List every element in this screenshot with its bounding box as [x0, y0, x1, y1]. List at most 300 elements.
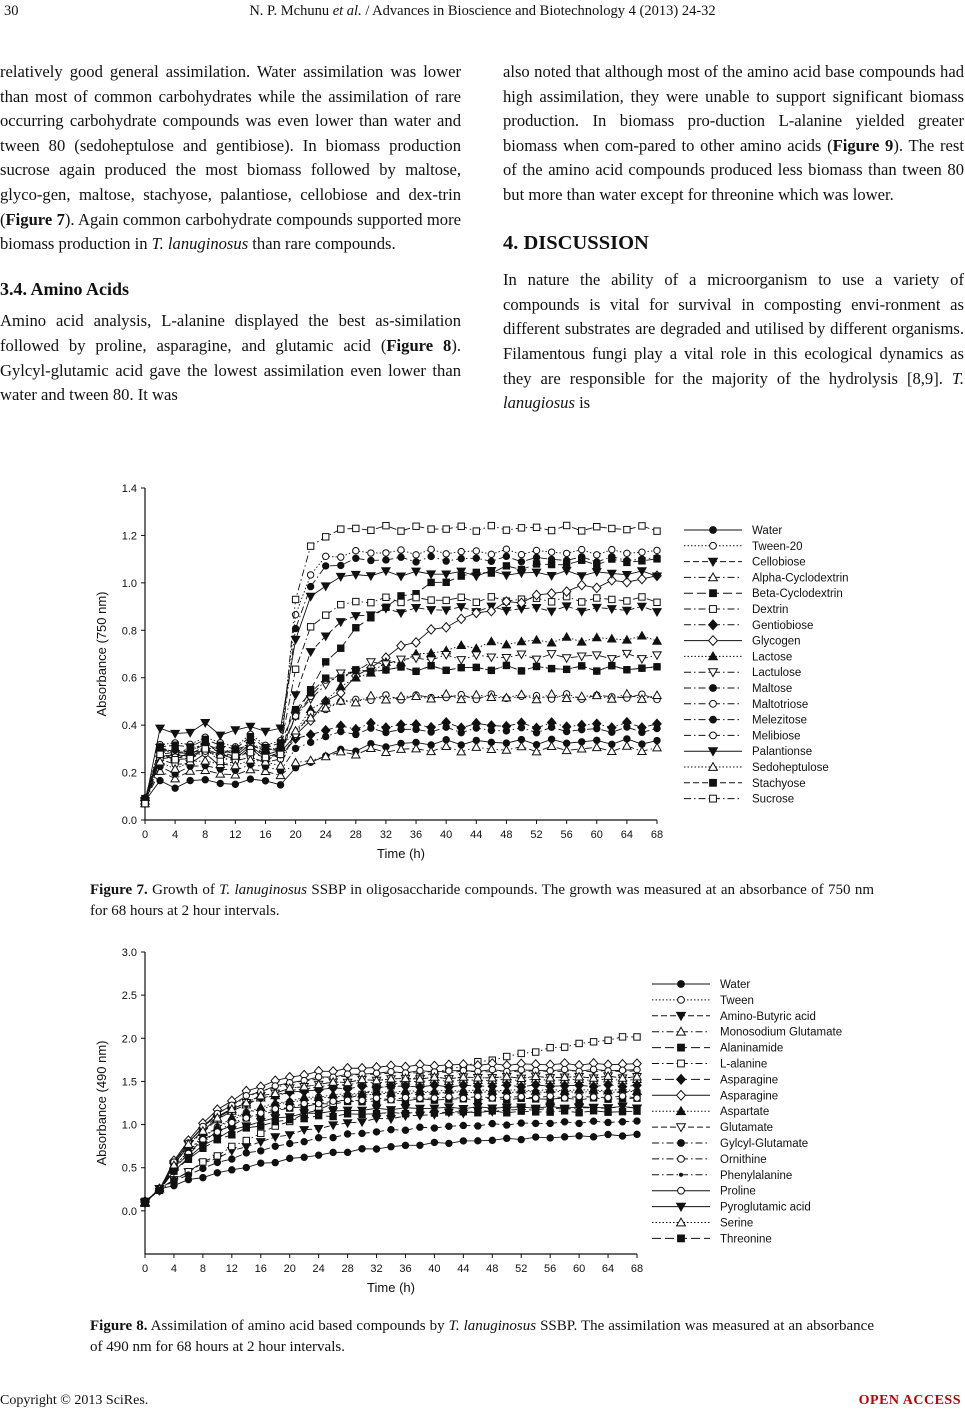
data-point	[315, 1074, 321, 1080]
data-point	[201, 720, 209, 727]
data-point	[563, 522, 569, 528]
legend-label: Water	[752, 525, 783, 537]
data-point	[286, 1132, 294, 1139]
data-point	[344, 1149, 350, 1155]
data-point	[576, 1040, 582, 1046]
data-point	[272, 1159, 278, 1165]
data-point	[200, 1159, 206, 1165]
data-point	[200, 1145, 206, 1151]
x-tick-label: 52	[515, 1263, 528, 1275]
data-point	[272, 1118, 278, 1124]
data-point	[473, 725, 479, 731]
data-point	[307, 624, 313, 630]
x-tick-label: 24	[319, 829, 332, 841]
data-point	[547, 589, 555, 598]
data-point	[262, 778, 268, 784]
data-point	[473, 599, 479, 605]
data-point	[323, 534, 329, 540]
x-tick-label: 28	[349, 829, 362, 841]
data-point	[547, 1044, 553, 1050]
data-point	[654, 599, 660, 605]
y-tick-label: 0.0	[121, 815, 137, 827]
data-point	[398, 599, 404, 605]
x-tick-label: 60	[590, 829, 603, 841]
data-point	[229, 1132, 235, 1138]
data-point	[639, 594, 645, 600]
data-point	[533, 730, 539, 736]
data-point	[547, 608, 555, 615]
data-point	[428, 597, 434, 603]
data-point	[322, 583, 330, 590]
data-point	[533, 1134, 539, 1140]
data-point	[653, 652, 661, 659]
legend-label: Beta-Cyclodextrin	[752, 588, 843, 601]
data-point	[398, 554, 404, 560]
data-point	[243, 1150, 249, 1156]
data-point	[472, 644, 480, 651]
data-point	[677, 1012, 686, 1020]
data-point	[330, 1134, 336, 1140]
data-point	[292, 745, 298, 751]
data-point	[473, 548, 479, 554]
data-point	[277, 782, 283, 788]
data-point	[397, 641, 405, 650]
data-point	[654, 554, 660, 560]
data-point	[157, 751, 163, 757]
data-point	[562, 633, 570, 640]
x-tick-label: 32	[379, 829, 393, 841]
figure-7-chart	[90, 478, 880, 875]
data-point	[576, 1120, 582, 1126]
data-point	[518, 724, 524, 730]
data-point	[330, 1098, 336, 1104]
data-point	[710, 795, 717, 802]
data-point	[619, 1108, 625, 1114]
y-tick-label: 1.0	[121, 577, 137, 590]
data-point	[609, 596, 615, 602]
data-point	[323, 659, 329, 665]
x-tick-label: 36	[399, 1263, 412, 1275]
data-point	[352, 613, 360, 620]
data-point	[306, 593, 314, 600]
data-point	[446, 1109, 452, 1115]
data-point	[229, 1156, 235, 1162]
data-point	[383, 522, 389, 528]
data-point	[563, 728, 569, 734]
data-point	[503, 563, 509, 569]
data-point	[398, 593, 404, 599]
data-point	[344, 1111, 350, 1117]
data-point	[428, 553, 434, 559]
data-point	[368, 550, 374, 556]
data-point	[413, 523, 419, 529]
data-point	[653, 609, 661, 616]
data-point	[300, 1093, 308, 1100]
data-point	[272, 1106, 278, 1112]
data-point	[402, 1094, 408, 1100]
data-point	[548, 549, 554, 555]
x-tick-label: 16	[254, 1263, 267, 1275]
data-point	[202, 777, 208, 783]
data-point	[306, 756, 314, 763]
data-point	[561, 1134, 567, 1140]
legend-label: Alpha-Cyclodextrin	[752, 572, 849, 585]
paragraph: relatively good general assimilation. Water assimilation was lower than most of common carbohydrates while the assimilation of rare occurring carbohydrate compounds was even lower than water and tween 80 (sedoheptulose and gentibiose). In biomass production sucrose again produced the most biomass followed by maltose, glyco-gen, maltose, stachyose, palantiose, cellobiose and dex-trin (Figure 7). Again common carbohydrate compounds supported more biomass production in T. lanuginosus than rare compounds.	[0, 62, 461, 254]
data-point	[373, 1129, 379, 1135]
data-point	[201, 757, 209, 764]
data-point	[563, 557, 569, 563]
data-point	[460, 1122, 466, 1128]
data-point	[387, 1116, 395, 1123]
data-point	[172, 785, 178, 791]
chart-figure-7	[90, 478, 880, 870]
legend-label: Melibiose	[752, 730, 801, 743]
data-point	[578, 653, 586, 660]
data-point	[473, 528, 479, 534]
data-point	[547, 690, 555, 697]
x-tick-label: 0	[141, 1263, 149, 1275]
data-point	[475, 1110, 481, 1116]
data-point	[417, 1142, 423, 1148]
data-point	[277, 751, 283, 757]
data-point	[367, 692, 375, 699]
y-tick-label: 0.6	[121, 672, 137, 685]
data-point	[323, 675, 329, 681]
data-point	[504, 1094, 510, 1100]
data-point	[431, 1095, 437, 1101]
data-point	[368, 599, 374, 605]
data-point	[156, 1187, 162, 1193]
data-point	[533, 524, 539, 530]
x-tick-label: 36	[409, 829, 423, 841]
data-point	[353, 667, 359, 673]
data-point	[202, 736, 208, 742]
data-point	[382, 568, 390, 575]
data-point	[624, 557, 630, 563]
data-point	[473, 555, 479, 561]
x-tick-label: 56	[544, 1263, 557, 1275]
data-point	[368, 725, 374, 731]
data-point	[518, 551, 524, 557]
data-point	[292, 666, 298, 672]
x-tick-label: 8	[199, 1263, 206, 1275]
chart-figure-8	[90, 942, 880, 1304]
data-point	[678, 1044, 685, 1051]
data-point	[442, 623, 450, 632]
data-point	[458, 664, 464, 670]
data-point	[217, 780, 223, 786]
data-point	[504, 1122, 510, 1128]
data-point	[518, 559, 524, 565]
data-point	[427, 571, 435, 578]
data-point	[678, 997, 685, 1004]
legend-label: Amino-Butyric acid	[720, 1010, 816, 1023]
data-point	[488, 551, 494, 557]
section-heading: 4. DISCUSSION	[503, 231, 649, 254]
data-point	[229, 1119, 235, 1125]
data-point	[503, 527, 509, 533]
data-point	[475, 1093, 481, 1099]
data-point	[639, 729, 645, 735]
x-tick-label: 68	[650, 829, 664, 841]
data-point	[594, 595, 600, 601]
data-point	[547, 1135, 553, 1141]
data-point	[417, 1124, 423, 1130]
data-point	[619, 1067, 625, 1073]
legend-label: Proline	[720, 1185, 756, 1198]
legend-label: Cellobiose	[752, 556, 806, 569]
data-point	[402, 1127, 408, 1133]
data-point	[563, 550, 569, 556]
data-point	[623, 572, 631, 579]
data-point	[654, 528, 660, 534]
paragraph: In nature the ability of a microorganism to use a variety of compounds is vital for survival in composting envi-ronment as different substrates are degraded and utilised by different organisms. Filamentous fungi play a vital role in this ecological dynamics as they are responsible for the majority of the hydrolysis [8,9]. T. lanugiosus is	[503, 270, 964, 413]
data-point	[323, 553, 329, 559]
data-point	[398, 664, 404, 670]
data-point	[561, 1119, 567, 1125]
data-point	[229, 1167, 235, 1173]
data-point	[653, 637, 661, 644]
data-point	[609, 729, 615, 735]
data-point	[353, 555, 359, 561]
data-point	[547, 1120, 553, 1126]
data-point	[337, 573, 345, 580]
data-point	[368, 615, 374, 621]
data-point	[301, 1154, 307, 1160]
data-point	[594, 725, 600, 731]
data-point	[247, 776, 253, 782]
data-point	[229, 1143, 235, 1149]
x-tick-label: 0	[141, 829, 149, 841]
data-point	[185, 1156, 191, 1162]
data-point	[277, 740, 283, 746]
data-point	[518, 1067, 524, 1073]
data-point	[428, 729, 434, 735]
data-point	[593, 633, 601, 640]
data-point	[258, 1110, 264, 1116]
data-point	[619, 1133, 625, 1139]
data-point	[533, 1049, 539, 1055]
data-point	[547, 742, 555, 749]
data-point	[609, 553, 615, 559]
data-point	[402, 1111, 408, 1117]
data-point	[677, 1075, 686, 1085]
data-point	[678, 1187, 685, 1194]
legend-label: Maltose	[752, 683, 793, 695]
data-point	[200, 1174, 206, 1180]
data-point	[231, 727, 239, 734]
data-point	[413, 552, 419, 558]
data-point	[330, 1113, 336, 1119]
data-point	[271, 1134, 279, 1141]
data-point	[247, 749, 253, 755]
data-point	[398, 547, 404, 553]
page-number: 30	[4, 3, 19, 19]
data-point	[677, 1107, 686, 1115]
legend-label: Threonine	[720, 1233, 772, 1246]
y-tick-label: 0.2	[121, 767, 137, 780]
data-point	[634, 1118, 640, 1124]
legend-label: Gentiobiose	[752, 619, 814, 632]
data-point	[594, 559, 600, 565]
data-point	[413, 559, 419, 565]
data-point	[578, 745, 586, 752]
data-point	[353, 548, 359, 554]
data-point	[292, 596, 298, 602]
data-point	[359, 1146, 365, 1152]
data-point	[548, 724, 554, 730]
x-tick-label: 40	[440, 829, 453, 841]
data-point	[576, 1093, 582, 1099]
data-point	[291, 692, 299, 699]
y-tick-label: 3.0	[121, 947, 137, 959]
data-point	[402, 1142, 408, 1148]
data-point	[307, 690, 313, 696]
data-point	[388, 1109, 394, 1115]
data-point	[330, 1149, 336, 1155]
data-point	[383, 604, 389, 610]
data-point	[214, 1159, 220, 1165]
data-point	[502, 640, 510, 647]
data-point	[383, 550, 389, 556]
data-point	[446, 1068, 452, 1074]
data-point	[518, 525, 524, 531]
data-point	[590, 1108, 596, 1114]
data-point	[171, 1168, 177, 1174]
data-point	[579, 528, 585, 534]
legend-label: Lactose	[752, 651, 793, 664]
data-point	[446, 1140, 452, 1146]
data-point	[413, 726, 419, 732]
data-point	[443, 526, 449, 532]
data-point	[710, 542, 717, 549]
data-point	[353, 625, 359, 631]
data-point	[323, 563, 329, 569]
legend-label: Pyroglutamic acid	[720, 1201, 811, 1214]
data-point	[262, 754, 268, 760]
data-point	[428, 526, 434, 532]
y-axis-label: Absorbance (750 nm)	[94, 591, 109, 717]
data-point	[443, 551, 449, 557]
data-point	[472, 573, 480, 580]
data-point	[475, 1123, 481, 1129]
data-point	[383, 729, 389, 735]
data-point	[608, 635, 616, 642]
data-point	[517, 742, 525, 749]
running-head: N. P. Mchunu et al. / Advances in Bioscience and Biotechnology 4 (2013) 24-32	[249, 3, 716, 19]
data-point	[624, 526, 630, 532]
legend-label: Ornithine	[720, 1153, 767, 1166]
data-point	[306, 649, 314, 656]
data-point	[261, 728, 269, 735]
data-point	[443, 724, 449, 730]
data-point	[458, 555, 464, 561]
data-point	[605, 1109, 611, 1115]
data-point	[427, 625, 435, 634]
x-tick-label: 4	[172, 829, 179, 841]
legend-label: Tween-20	[752, 540, 803, 553]
data-point	[431, 1110, 437, 1116]
data-point	[338, 562, 344, 568]
data-point	[156, 725, 164, 732]
data-point	[442, 571, 450, 578]
x-tick-label: 44	[457, 1263, 470, 1275]
legend-label: Aspartate	[720, 1106, 770, 1119]
legend-label: Asparagine	[720, 1074, 779, 1087]
data-point	[710, 606, 717, 613]
data-point	[678, 981, 685, 988]
legend-label: Lactulose	[752, 667, 802, 680]
data-point	[677, 1027, 686, 1035]
data-point	[562, 603, 570, 610]
data-point	[533, 1109, 539, 1115]
data-point	[412, 638, 420, 647]
legend-label: Serine	[720, 1217, 754, 1230]
data-point	[654, 725, 660, 731]
data-point	[214, 1153, 220, 1159]
data-point	[605, 1131, 611, 1137]
data-point	[489, 1120, 495, 1126]
data-point	[638, 656, 646, 663]
data-point	[547, 639, 555, 646]
data-point	[353, 598, 359, 604]
y-tick-label: 2.0	[121, 1033, 137, 1046]
data-point	[329, 1122, 337, 1129]
data-point	[578, 580, 586, 589]
data-point	[291, 758, 299, 765]
data-point	[397, 692, 405, 699]
copyright: Copyright © 2013 SciRes.	[0, 1393, 149, 1408]
data-point	[679, 1173, 683, 1177]
data-point	[548, 599, 554, 605]
paragraph: also noted that although most of the amino acid base compounds had high assimilation, they were unable to support significant biomass production. In biomass pro-duction L-alanine yielded greater biomass when com-pared to other amino acids (Figure 9). The rest of the amino acid compounds produced less biomass than tween 80 but more than water except for threonine which was lower.	[503, 62, 964, 204]
data-point	[532, 748, 540, 755]
open-access-badge: OPEN ACCESS	[858, 1393, 961, 1408]
data-point	[344, 1071, 350, 1077]
data-point	[710, 716, 717, 723]
data-point	[338, 645, 344, 651]
data-point	[344, 1131, 350, 1137]
data-point	[624, 550, 630, 556]
data-point	[562, 746, 570, 753]
data-point	[590, 1118, 596, 1124]
data-point	[202, 746, 208, 752]
data-point	[609, 662, 615, 668]
data-point	[428, 662, 434, 668]
data-point	[458, 523, 464, 529]
data-point	[579, 546, 585, 552]
data-point	[487, 637, 495, 644]
data-point	[368, 557, 374, 563]
x-tick-label: 64	[620, 829, 634, 841]
data-point	[532, 636, 540, 643]
data-point	[272, 1143, 278, 1149]
data-point	[578, 692, 586, 699]
data-point	[548, 556, 554, 562]
data-point	[639, 523, 645, 529]
data-point	[653, 691, 661, 698]
data-point	[368, 527, 374, 533]
data-point	[307, 739, 313, 745]
data-point	[654, 664, 660, 670]
data-point	[428, 579, 434, 585]
data-point	[427, 607, 435, 614]
x-tick-label: 64	[601, 1263, 615, 1275]
x-tick-label: 8	[202, 829, 209, 841]
legend-label: Tween	[720, 994, 754, 1007]
data-point	[315, 1135, 321, 1141]
data-point	[307, 572, 313, 578]
